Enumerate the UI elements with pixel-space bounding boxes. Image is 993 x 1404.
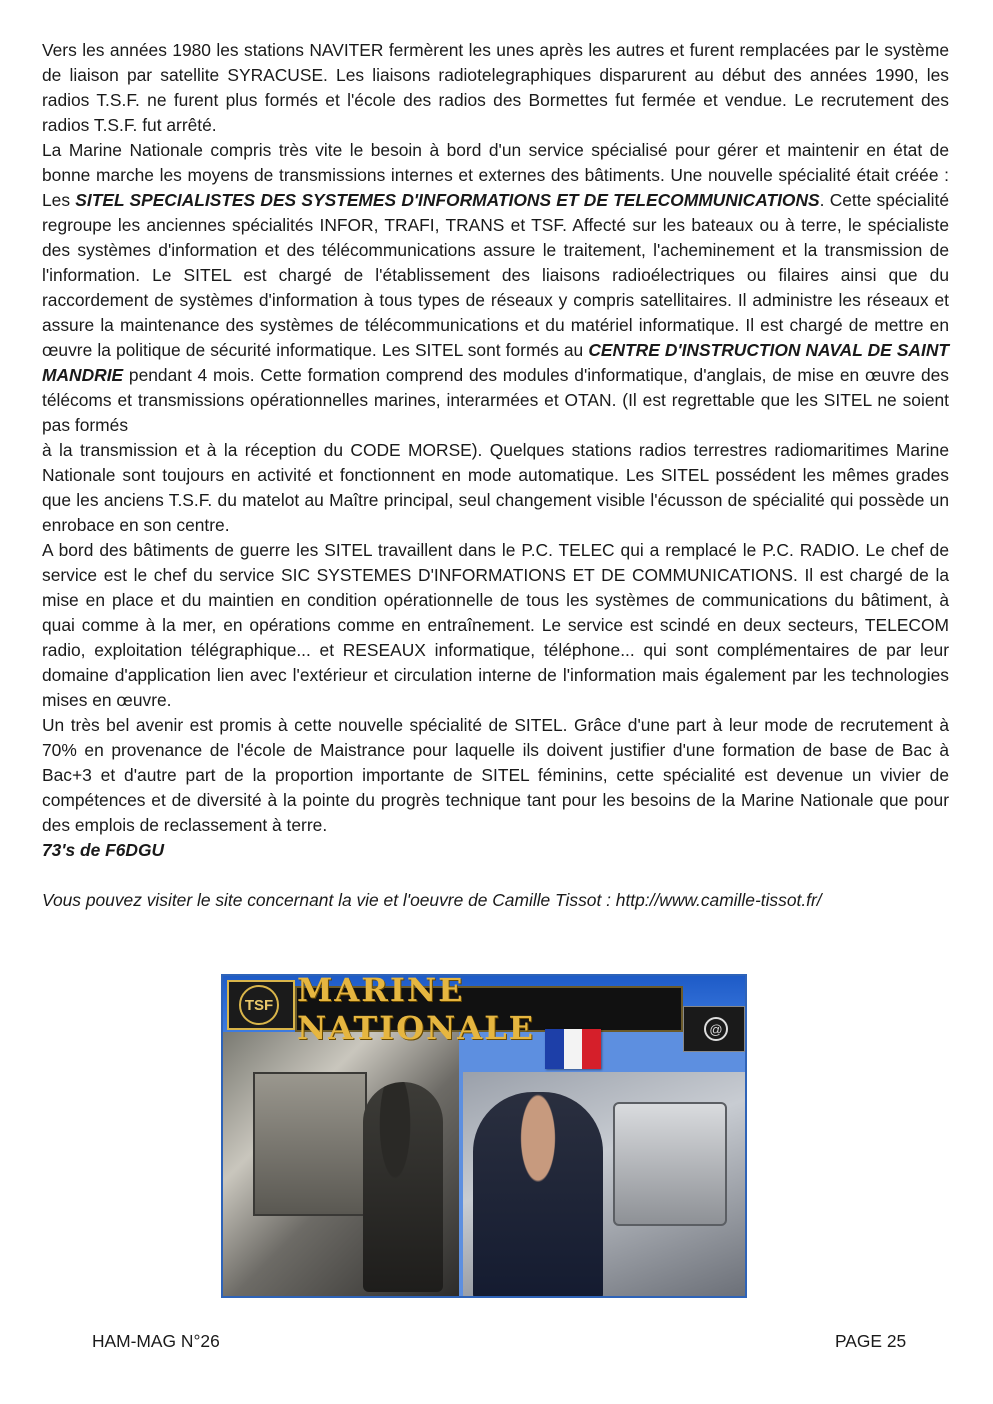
footer-magazine: HAM-MAG N°26 — [92, 1331, 220, 1351]
sailor-silhouette — [473, 1092, 603, 1298]
french-flag-icon — [545, 1029, 601, 1069]
sitel-emphasis: SITEL SPECIALISTES DES SYSTEMES D'INFORMATIONS ET DE TELECOMMUNICATIONS — [75, 190, 820, 210]
tsf-logo-icon: TSF — [239, 985, 279, 1025]
signature: 73's de F6DGU — [42, 840, 165, 860]
radio-panel — [253, 1072, 367, 1216]
footer-page-number: PAGE 25 — [835, 1331, 907, 1351]
centre-emphasis: CENTRE D'INSTRUCTION NAVAL DE SAINT MANDRIE — [42, 340, 949, 385]
text-run: . Cette spécialité regroupe les anciennes spécialités INFOR, TRAFI, TRANS et TSF. Affecté sur les bateaux ou à terre, le spécialiste des systèmes d'information et des télécommunications assure le traitement, l'acheminement et la transmission de l'information. Le SITEL est chargé de l'établissement des liaisons radioélectriques ou filaires ainsi que du raccordement de systèmes d'information à tous types de réseaux y compris satellitaires. Il administre les réseaux et assure la maintenance des systèmes de télécommunications et du matériel informatique. Il est chargé de mettre en œuvre la politique de sécurité informatique. Les SITEL sont formés au — [42, 190, 950, 360]
article-body — [42, 38, 949, 913]
paragraph: Un très bel avenir est promis à cette nouvelle spécialité de SITEL. Grâce d'une part à leur mode de recrutement à 70% en provenance de l'école de Maistrance pour laquelle ils doivent justifier d'une formation de base de Bac à Bac+3 et d'autre part de la proportion importante de SITEL féminins, cette spécialité est devenue un vivier de compétences et de diversité à la pointe du progrès technique tant pour les besoins de la Marine Nationale que pour des emplois de reclassement à terre. — [42, 715, 949, 835]
flag-blue-stripe — [545, 1029, 564, 1069]
at-icon: @ — [704, 1017, 728, 1041]
banner-title: MARINE NATIONALE — [297, 974, 535, 1047]
text-run: pendant 4 mois. Cette formation comprend des modules d'informatique, d'anglais, de mise en œuvre des télécoms et transmissions opérationnelles marines, interarmées et OTAN. (Il est regrettable que les SITEL ne soient pas formés — [42, 365, 949, 435]
telecom-badge — [683, 1006, 745, 1052]
marine-nationale-image — [221, 974, 747, 1298]
vintage-radio-operator-photo — [223, 1032, 459, 1296]
telecom-equipment — [613, 1102, 727, 1226]
website-note: Vous pouvez visiter le site concernant la vie et l'oeuvre de Camille Tissot : http://www.camille-tissot.fr/ — [42, 890, 822, 910]
title-plate — [295, 974, 683, 1047]
operator-silhouette — [363, 1082, 443, 1292]
paragraph: A bord des bâtiments de guerre les SITEL travaillent dans le P.C. TELEC qui a remplacé le P.C. RADIO. Le chef de service est le chef du service SIC SYSTEMES D'INFORMATIONS ET DE COMMUNICATIONS. Il est chargé de la mise en place et du maintien en condition opérationnelle de tous les systèmes de communications du bâtiment, à quai comme à la mer, en opérations comme en entraînement. Le service est scindé en deux secteurs, TELECOM radio, exploitation télégraphique... et RESEAUX informatique, téléphone... qui sont complémentaires de par leur domaine d'application lien avec l'extérieur et circulation interne de l'information mais également par les technologies mises en œuvre. — [42, 540, 949, 710]
paragraph — [42, 138, 949, 438]
modern-sitel-photo — [463, 1072, 745, 1296]
spacer — [42, 863, 949, 888]
paragraph: Vers les années 1980 les stations NAVITER fermèrent les unes après les autres et furent remplacées par le système de liaison par satellite SYRACUSE. Les liaisons radiotelegraphiques disparurent au début des années 1990, les radios T.S.F. ne furent plus formés et l'école des radios des Bormettes fut fermée et vendue. Le recrutement des radios T.S.F. fut arrêté. — [42, 40, 949, 135]
text-run: La Marine Nationale compris très vite le besoin à bord d'un service spécialisé pour gérer et maintenir en état de bonne marche les moyens de transmissions internes et externes des bâtiments. Une nouvelle spécialité était créée : Les — [42, 140, 949, 210]
image-banner — [223, 974, 745, 1047]
flag-white-stripe — [564, 1029, 583, 1069]
flag-red-stripe — [582, 1029, 601, 1069]
tsf-badge — [227, 980, 295, 1030]
paragraph: à la transmission et à la réception du CODE MORSE). Quelques stations radios terrestres radiomaritimes Marine Nationale sont toujours en activité et fonctionnent en mode automatique. Les SITEL possédent les mêmes grades que les anciens T.S.F. du matelot au Maître principal, seul changement visible l'écusson de spécialité qui possède un enrobace en son centre. — [42, 440, 949, 535]
